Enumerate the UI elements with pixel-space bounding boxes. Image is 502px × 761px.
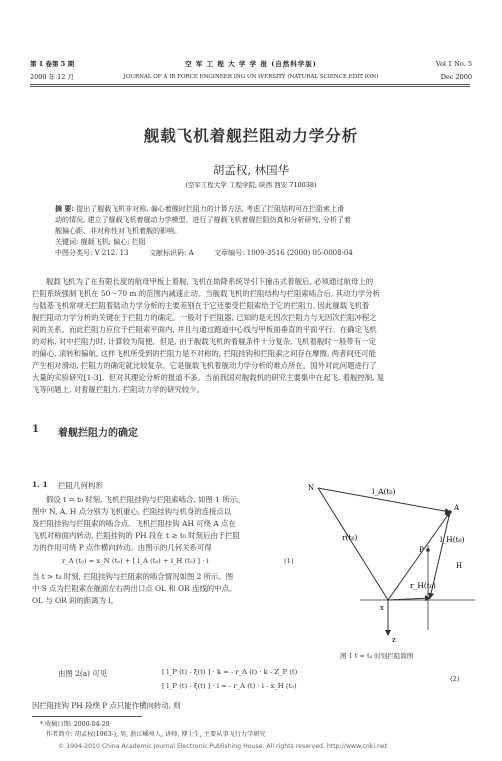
month-label: Dec 2000	[440, 73, 472, 81]
section-body-after	[32, 571, 300, 607]
section-title: 着舰拦阻力的确定	[58, 428, 138, 439]
text-line: 力的作用可绕 P 点作横向转动。由图示的几何关系可得	[32, 543, 212, 552]
text-line: 舰拦阻动力学分析的关键在于拦阻力的确定。一般对于拦阻器, 已知的是无因次拦阻力与无因次拦阻冲程之	[32, 313, 377, 322]
equation-2-lead: 由图 2(a) 可见	[58, 669, 108, 678]
point-A	[448, 510, 452, 514]
journal-title-cn: 空 军 工 程 大 学 学 报 (自然科学版)	[185, 60, 317, 68]
abstract-line-3: 舰偏心距、非对称性对飞机着舰的影响。	[55, 227, 181, 235]
text-line: 飞等问题上, 对着舰拦阻力, 拦阻动力学的研究较少。	[32, 385, 204, 394]
text-line: 假设 t = t₀ 时刻, 飞机拦阻挂钩与拦阻索啮合, 如图 1 所示。	[46, 495, 245, 504]
line-N-x	[318, 488, 388, 600]
issue-label: 第 1 卷第 5 期	[30, 60, 75, 68]
text-line: 拦阻系统强制飞机在 50～70 m 的范围内减速止动。当舰载飞机的拦阻结构与拦阻索啮合后, 其动力学分析	[32, 289, 380, 298]
keywords: 关键词: 舰载飞机; 偏心; 拦阻	[55, 238, 146, 246]
label-r: r(t₀)	[342, 533, 358, 542]
header-rule-2	[30, 86, 470, 87]
text-line: 飞机对称面内转动, 拦阻挂钩的 PH 段在 t ≥ t₀ 时刻后由于拦阻	[32, 531, 240, 540]
text-line: 的偏心, 滚转和偏航, 这样飞机所受到的拦阻力是不对称的, 拦阻挂钩和拦阻索之间存在摩擦, 两者间还可能	[32, 349, 376, 358]
text-line: 间的关系。而此拦阻力应位于拦阻索平面内, 并且与通过跑道中心线与甲板面垂直的平面平行。在确定飞机	[32, 325, 377, 334]
text-line: 产生相对滑动, 拦阻力的确定就比较复杂。它是舰载飞机着舰动力学分析的难点所在。国外对此问题进行了	[32, 361, 377, 370]
label-N: N	[308, 484, 315, 492]
abstract-line-2: 动的情况, 建立了舰载飞机着舰动力学模型。进行了舰载飞机着舰拦阻仿真和分析研究, 分析了着	[55, 216, 351, 224]
paper-title: 舰载飞机着舰拦阻动力学分析	[143, 127, 359, 145]
footnote-received: * 收稿日期: 2000-04-29	[40, 721, 110, 728]
label-P: P	[419, 546, 424, 554]
text-line: 舰载飞机为了在有限长度的航母甲板上着舰, 飞机在助降系统导引下撞击式着舰后, 必须通过航母上的	[46, 277, 374, 286]
section-body	[32, 494, 300, 554]
text-line: 的对称, 对中拦阻力时, 计算较为简便。但是, 由于舰载飞机的着舰条件十分复杂, 飞机着舰时一般带有一定	[32, 337, 376, 346]
date-label: 2000 年 12 月	[30, 73, 75, 81]
equation-2-row-1: [ l_P (t) - ξ(t) ] · k = - r_A (t) · k - Z_P (t)	[162, 668, 298, 676]
figure-1-caption: 图 1 t = t₀ 时刻拦阻简图	[340, 652, 414, 660]
label-lH: l_H(t₀)	[440, 535, 465, 544]
authors: 胡孟权, 林国华	[212, 163, 290, 177]
equation-1-number: (1)	[284, 557, 294, 565]
label-rH: r_H(t₀)	[410, 581, 436, 590]
abstract-label: 摘 要:	[55, 204, 75, 213]
intro-paragraph	[32, 276, 470, 396]
label-A: A	[454, 504, 460, 512]
text-line: 图中 N, A, H 点分别为飞机重心, 拦阻挂钩与机身的连接点以	[32, 507, 232, 516]
copyright-line: © 1994-2010 China Academic Journal Electronic Publishing House. All rights reserved. http://www.cnki.net	[58, 743, 388, 750]
abstract-text-1: 提出了舰载飞机非对称, 偏心着舰时拦阻力的计算方法, 考虑了拦阻结构可在拦阻索上滑	[76, 205, 345, 213]
text-line: 大量的实验研究[1-3]。但对其理论分析的报道不多。当前我国对舰载机的研究主要集中在起飞, 着舰控制, 复	[32, 373, 385, 382]
footnote-rule	[32, 716, 142, 717]
text-line: 当 t > t₀ 时刻, 拦阻挂钩与拦阻索的啮合情况如图 2 所示。图	[32, 572, 234, 581]
text-line: 与陆基飞机常规无拦阻着陆动力学分析的主要差别在于它还要受拦阻索给于它的拦阻力, 因此舰载飞机着	[32, 301, 370, 310]
abstract-line-1	[55, 203, 455, 215]
closing-text: 因拦阻挂钩 PH 段绕 P 点只能作横向转动, 则	[32, 701, 181, 710]
label-H: H	[456, 562, 463, 570]
section-number: 1	[32, 424, 39, 435]
label-z: z	[392, 636, 396, 644]
label-x: x	[380, 604, 384, 612]
document-code: 文献标识码: A	[149, 249, 194, 257]
text-line: 及拦阻挂钩与拦阻索的啮合点。飞机拦阻挂钩 AH 可绕 A 点在	[32, 519, 236, 528]
figure-1	[300, 470, 480, 648]
equation-2-row-2: [ l_P (t) - ξ(t) ] · i = - r_A (t) · i - x_H (t₀)	[162, 682, 297, 690]
header-rule	[30, 84, 470, 85]
equation-1: r_A (t₀) = x_N (t₀) + [ l_A (t₀) + l_H (t₀) ] · i	[62, 557, 209, 565]
text-line: 中 S 点为拦阻索在舰面左右两出口点 OL 和 OR 连线的中点。	[32, 584, 237, 593]
journal-title-en: JOURNAL OF A IR FORCE ENGINEER ING UN IVERSITY (NATURAL SCIENCE EDIT ION)	[123, 74, 379, 80]
footnote-author: 作者简介: 胡孟权(1963-), 男, 浙江嵊州人, 讲师, 博士生, 主要从事飞行力学研究	[46, 731, 266, 738]
article-number: 文章编号: 1009-3516 (2000) 05-0008-04	[214, 249, 353, 257]
subsection-number: 1. 1	[32, 480, 48, 489]
classification: 中图分类号: V 212. 13	[55, 249, 129, 257]
point-P	[426, 548, 430, 552]
text-line: OL 与 OR 间的距离为 l。	[32, 596, 119, 605]
subsection-title: 拦阻几何构形	[58, 481, 103, 490]
affiliation: (空军工程大学 工程学院, 陕西 西安 710038)	[185, 181, 317, 189]
equation-2-number: (2)	[450, 675, 460, 683]
classification-row	[55, 248, 455, 259]
label-lA: l_A(t₀)	[372, 487, 396, 496]
volume-label: Vol 1 No. 5	[435, 60, 472, 68]
abstract	[55, 203, 455, 259]
